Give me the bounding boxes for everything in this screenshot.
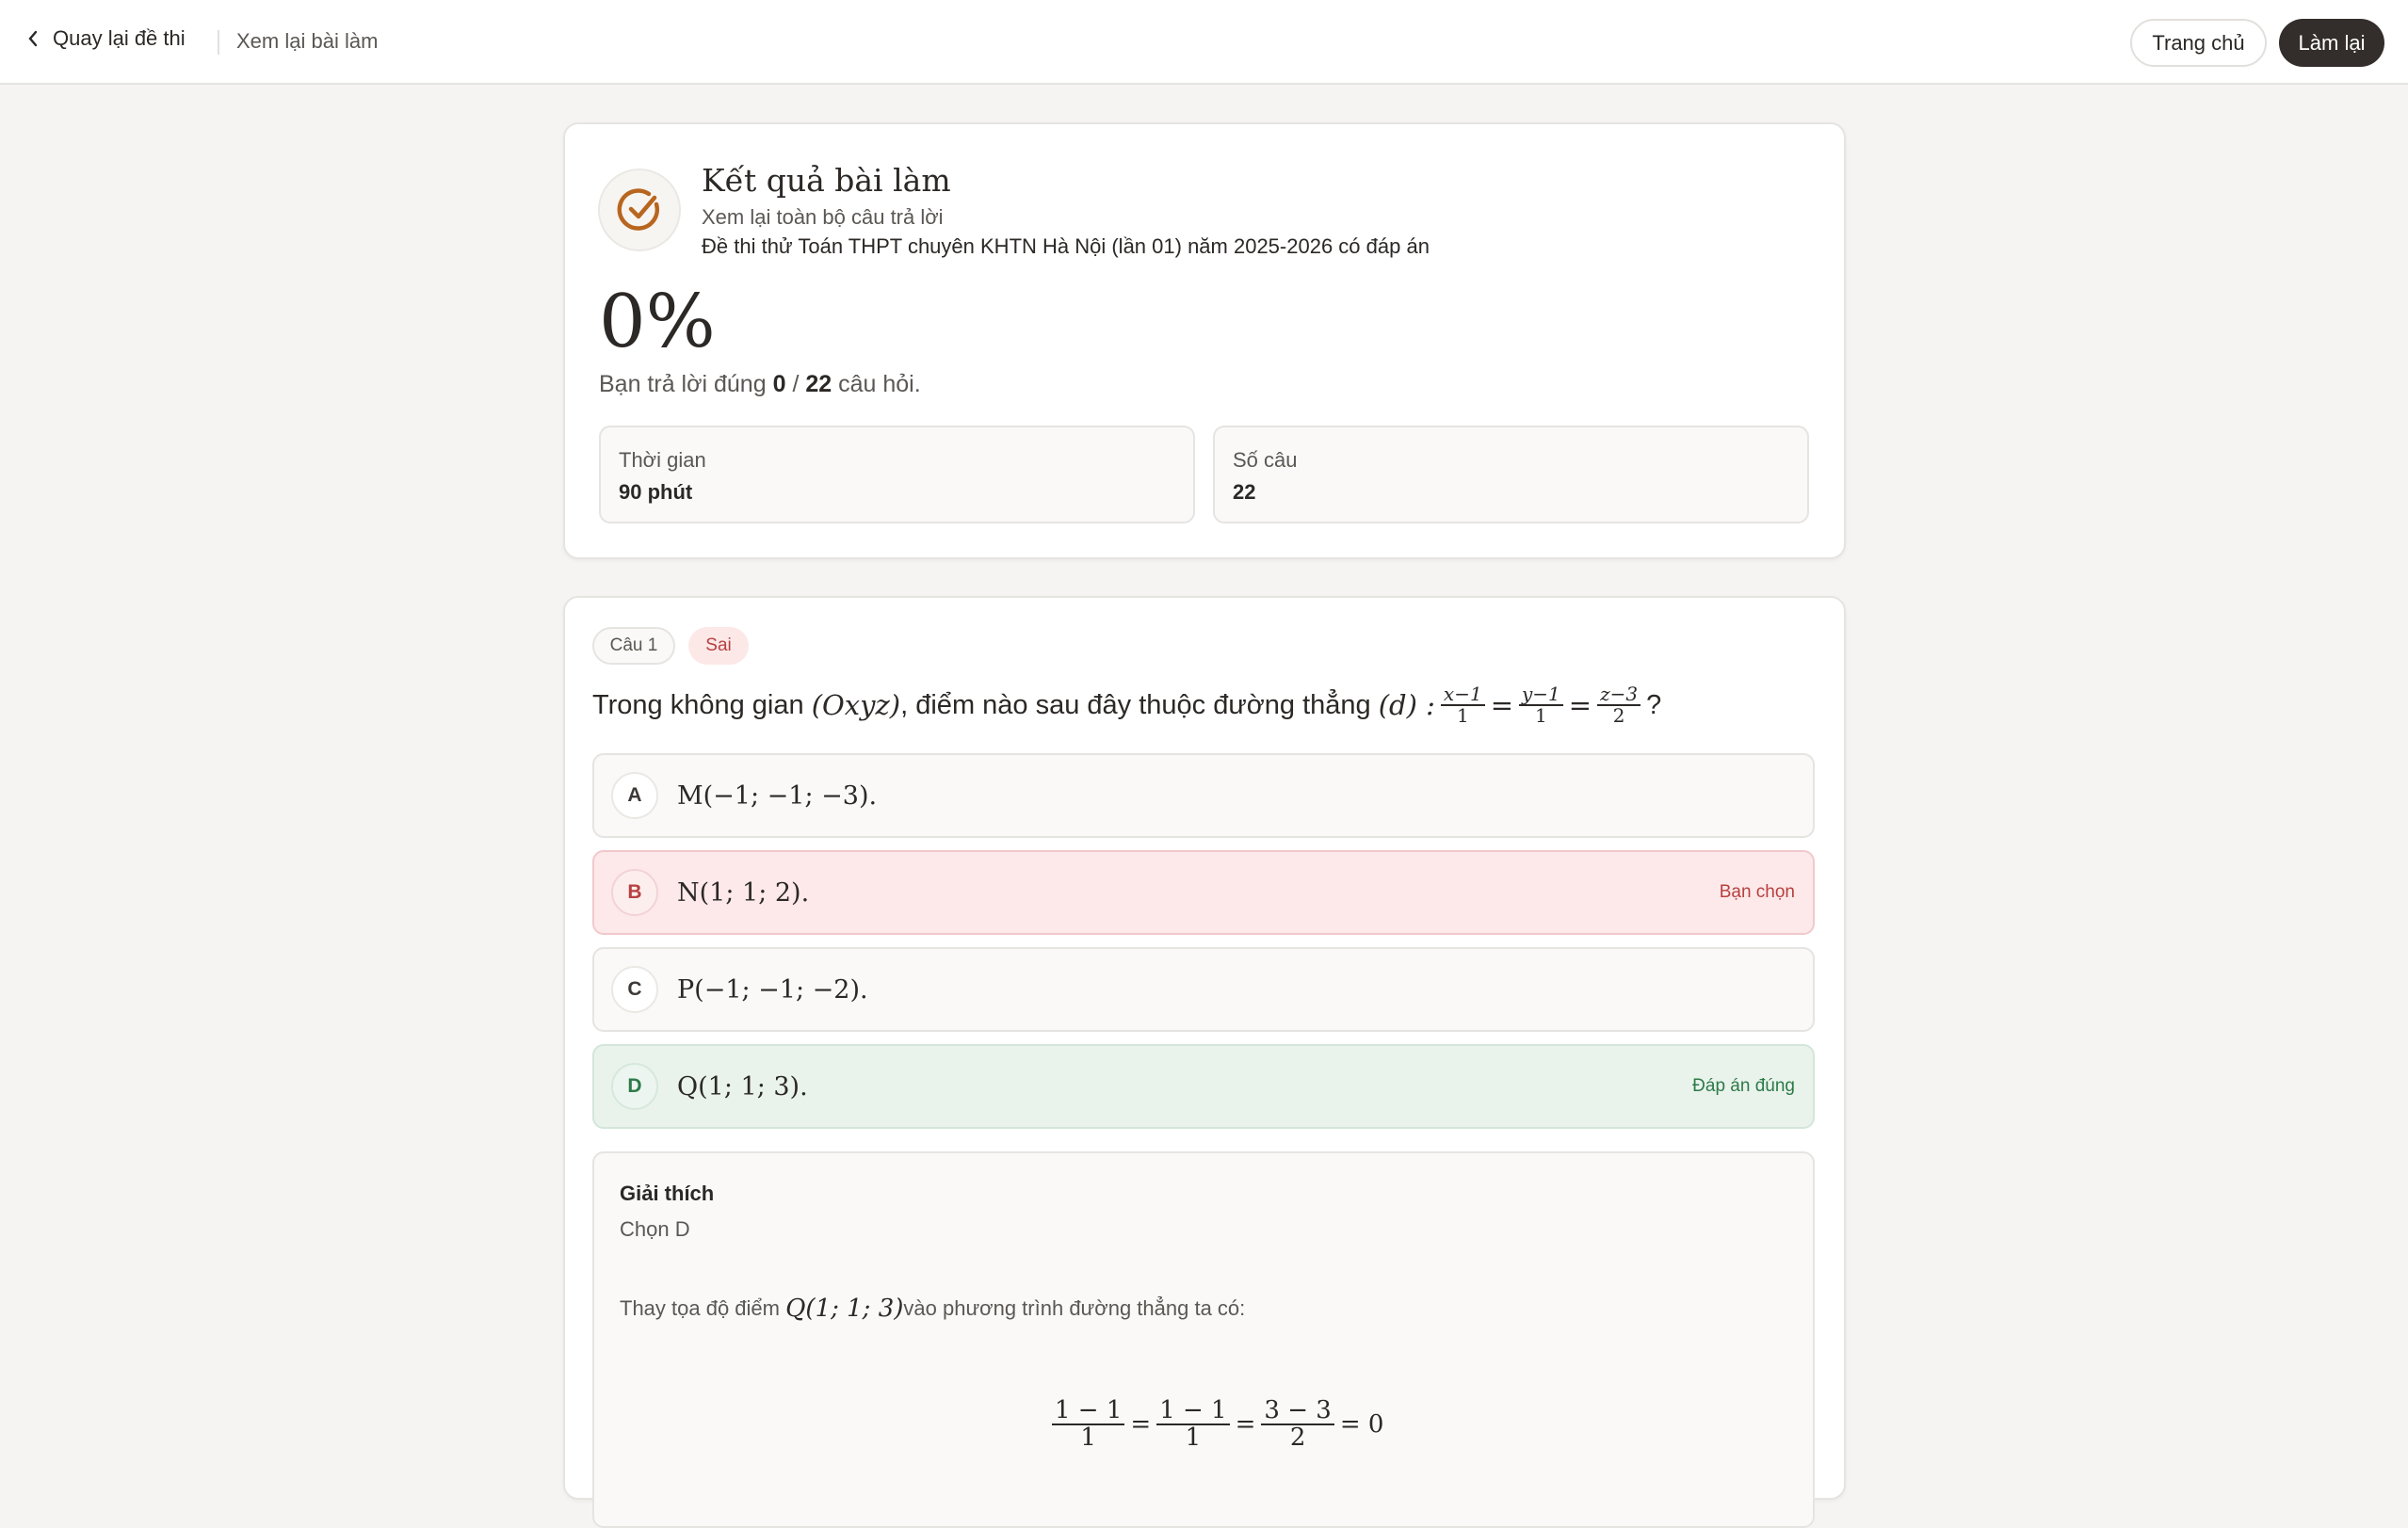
option-c[interactable]	[592, 947, 1815, 1032]
option-letter: D	[611, 1063, 658, 1110]
explanation-choice: Chọn D	[620, 1217, 690, 1241]
score-percent: 0%	[599, 280, 716, 364]
option-letter: C	[611, 966, 658, 1013]
option-d[interactable]	[592, 1044, 1815, 1129]
option-text: M(−1; −1; −3).	[677, 780, 878, 811]
result-card	[563, 122, 1846, 559]
explanation-text: Thay tọa độ điểm Q(1; 1; 3) vào phương trình đường thẳng ta có:	[620, 1295, 1246, 1323]
back-label: Quay lại đề thi	[53, 26, 186, 50]
top-bar	[0, 0, 2408, 85]
option-text: Q(1; 1; 3).	[677, 1071, 808, 1102]
correct-answer-tag: Đáp án đúng	[1692, 1076, 1795, 1096]
explanation-equation: $\frac{1 - 1}{1}$ = $\frac{1 - 1}{1}$ = $\frac{3 - 3}{2}$ = 0	[1046, 1398, 1383, 1452]
explanation-box	[592, 1151, 1815, 1528]
stat-time: Thời gian 90 phút	[599, 426, 1195, 523]
explanation-heading: Giải thích	[620, 1182, 715, 1205]
option-a[interactable]	[592, 753, 1815, 838]
exam-title: Đề thi thử Toán THPT chuyên KHTN Hà Nội (lần 01) năm 2025-2026 có đáp án	[702, 234, 1430, 258]
result-badge	[598, 169, 681, 251]
chevron-left-icon	[26, 29, 40, 48]
question-number-badge: Câu 1	[592, 627, 675, 665]
header-divider	[218, 30, 219, 55]
your-choice-tag: Bạn chọn	[1719, 882, 1795, 902]
question-card	[563, 596, 1846, 1500]
retry-button[interactable]: Làm lại	[2279, 19, 2384, 67]
option-text: P(−1; −1; −2).	[677, 974, 868, 1005]
status-badge: Sai	[688, 627, 749, 665]
option-b[interactable]	[592, 850, 1815, 935]
option-letter: A	[611, 772, 658, 819]
result-title: Kết quả bài làm	[702, 162, 951, 199]
question-text: Trong không gian (Oxyz) , điểm nào sau đây thuộc đường thẳng (d) : $\frac{x-1}{1}$ = $\frac{y-1}{1}$ = $\frac{z-3}{2}$ ?	[592, 683, 1662, 727]
option-letter: B	[611, 869, 658, 916]
home-button[interactable]: Trang chủ	[2130, 19, 2267, 67]
breadcrumb-current: Xem lại bài làm	[236, 29, 379, 53]
stat-question-count: Số câu 22	[1213, 426, 1809, 523]
back-to-exam-link[interactable]	[26, 26, 186, 51]
option-text: N(1; 1; 2).	[677, 877, 810, 908]
check-circle-icon	[615, 185, 664, 234]
score-summary: Bạn trả lời đúng 0 / 22 câu hỏi.	[599, 371, 921, 397]
result-subtitle: Xem lại toàn bộ câu trả lời	[702, 205, 944, 229]
